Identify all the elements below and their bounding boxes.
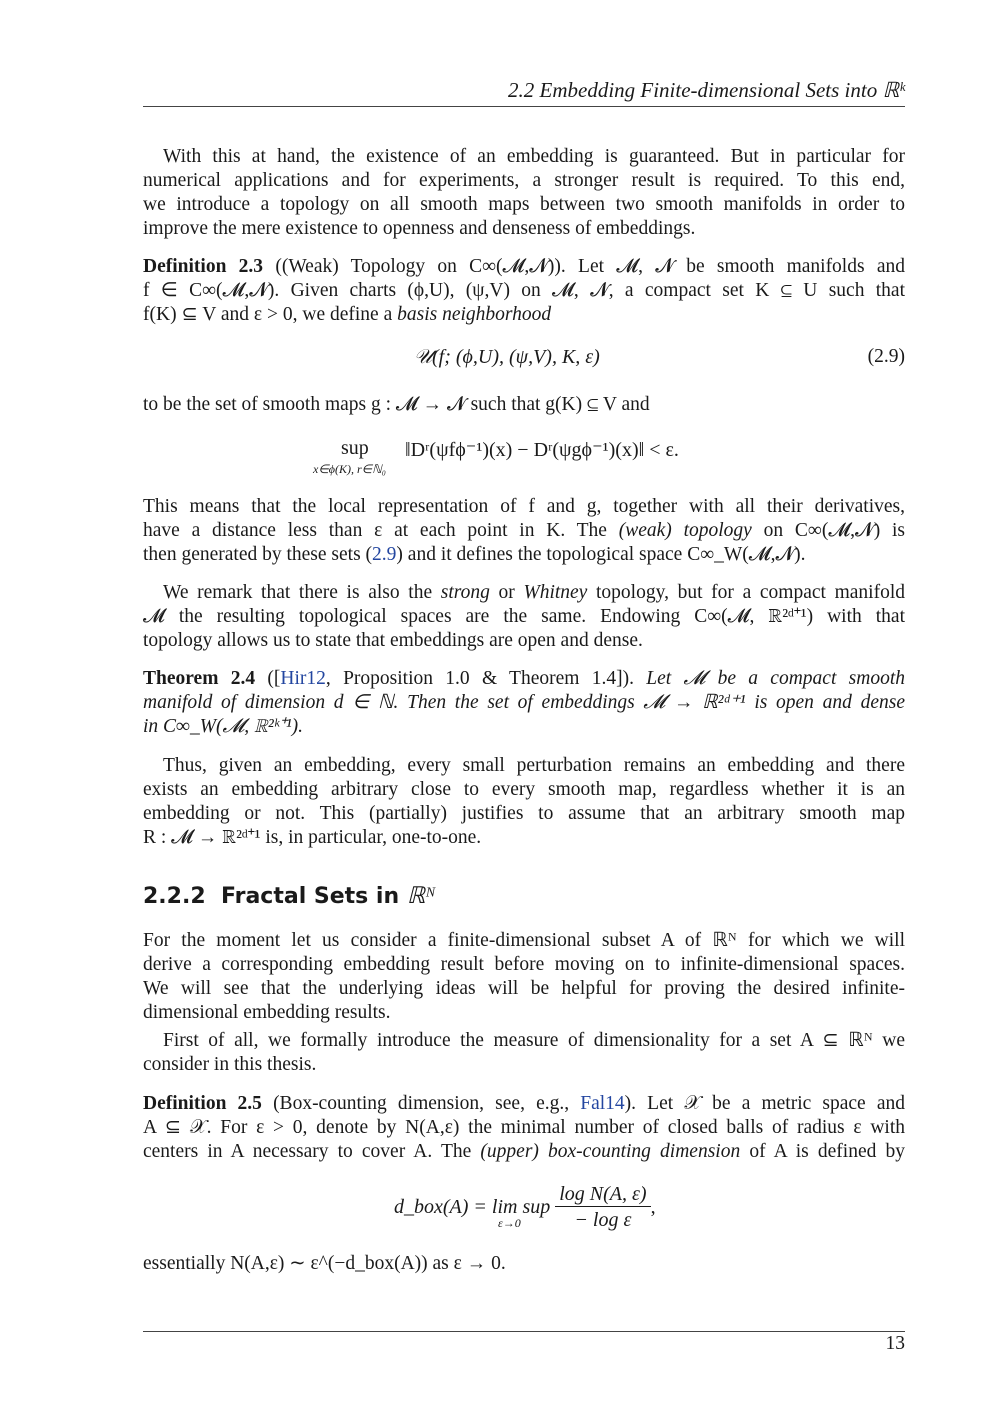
term-whitney: Whitney <box>523 582 588 603</box>
text-line <box>143 303 905 327</box>
text-fragment: on C∞(𝓜,𝓝) is <box>751 520 905 541</box>
text-line: to be the set of smooth maps g : 𝓜 → 𝓝 such that g(K) ⊆ V and <box>143 394 650 415</box>
definition-2-5-cont <box>143 1252 905 1276</box>
section-heading-2-2-2 <box>143 883 436 909</box>
definition-title: ((Weak) Topology on C∞(𝓜,𝓝)). <box>275 256 566 277</box>
text-line: Thus, given an embedding, every small perturbation remains an embedding and there <box>163 755 905 776</box>
limsup-subscript: ε→0 <box>498 1216 521 1230</box>
sup-subscript: x∈ϕ(K), r∈ℕ₀ <box>313 462 386 476</box>
equation-expression: 𝒰(f; (ϕ,U), (ψ,V), K, ε) <box>414 346 600 368</box>
perturbation-paragraph <box>143 754 905 850</box>
text-line: R : 𝓜 → ℝ²ᵈ⁺¹ is, in particular, one-to-one. <box>143 827 482 848</box>
equation-fraction <box>555 1182 650 1233</box>
definition-label: Definition 2.5 <box>143 1093 262 1114</box>
text-fragment: , Proposition 1.0 & Theorem 1.4]). <box>325 668 634 689</box>
text-line <box>143 543 905 567</box>
term-box-counting-dimension: (upper) box-counting dimension <box>480 1141 741 1162</box>
text-line: First of all, we formally introduce the measure of dimensionality for a set A ⊆ ℝᴺ we <box>163 1030 905 1051</box>
text-line <box>143 1140 905 1164</box>
definition-2-3 <box>143 255 905 327</box>
text-line: f ∈ C∞(𝓜,𝓝). Given charts (ϕ,U), (ψ,V) on 𝓜, 𝓝, a compact set K ⊆ U such that <box>143 280 905 301</box>
text-fragment: of A is defined by <box>740 1141 905 1162</box>
text-line: This means that the local representation of f and g, together with all their derivatives, <box>143 496 905 517</box>
text-line: derive a corresponding embedding result before moving on to infinite-dimensional spaces. <box>143 954 905 975</box>
theorem-2-4 <box>143 667 905 739</box>
text-line <box>143 519 905 543</box>
definition-2-3-cont <box>143 393 905 417</box>
box-dimension-equation <box>394 1182 656 1233</box>
fraction-numerator: log N(A, ε) <box>555 1182 650 1207</box>
running-header: 2.2 Embedding Finite-dimensional Sets into ℝᵏ <box>508 78 905 102</box>
footer-rule <box>143 1331 905 1332</box>
text-line: improve the mere existence to openness and denseness of embeddings. <box>143 218 696 239</box>
text-fragment: We remark that there is also the <box>163 582 441 603</box>
text-line <box>143 667 905 691</box>
theorem-label: Theorem 2.4 <box>143 668 256 689</box>
text-fragment: ). <box>624 1093 637 1114</box>
text-line <box>143 1092 905 1116</box>
text-fragment: have a distance less than ε at each point in K. The <box>143 520 619 541</box>
text-fragment: centers in A necessary to cover A. The <box>143 1141 481 1162</box>
text-line: essentially N(A,ε) ∼ ε^(−d_box(A)) as ε → 0. <box>143 1253 506 1274</box>
text-line: dimensional embedding results. <box>143 1002 391 1023</box>
text-line: we introduce a topology on all smooth maps between two smooth manifolds in order to <box>143 194 905 215</box>
definition-label: Definition 2.3 <box>143 256 264 277</box>
text-fragment: then generated by these sets ( <box>143 544 373 565</box>
intro-paragraph <box>143 145 905 241</box>
equation-lhs: d_box(A) = lim sup <box>394 1196 551 1218</box>
text-line: in C∞_W(𝓜, ℝ²ᵏ⁺¹). <box>143 716 304 737</box>
topology-paragraph <box>143 495 905 567</box>
definition-2-5 <box>143 1092 905 1164</box>
text-line: consider in this thesis. <box>143 1054 317 1075</box>
text-fragment: ) and it defines the topological space C∞_W(𝓜,𝓝). <box>396 544 806 565</box>
section-title: Fractal Sets in <box>220 884 400 909</box>
text-fragment: ([ <box>267 668 281 689</box>
whitney-paragraph <box>143 581 905 653</box>
text-fragment: (Box-counting dimension, see, e.g., <box>273 1093 581 1114</box>
text-line: For the moment let us consider a finite-dimensional subset A of ℝᴺ for which we will <box>143 930 905 951</box>
sup-operator: sup <box>341 437 369 459</box>
equation-punctuation: , <box>650 1196 656 1218</box>
text-line: A ⊆ 𝒳. For ε > 0, denote by N(A,ε) the minimal number of closed balls of radius ε with <box>143 1117 905 1138</box>
fractal-intro-paragraph <box>143 929 905 1025</box>
text-line: numerical applications and for experiments, a stronger result is required. To this end, <box>143 170 905 191</box>
section-math: ℝᴺ <box>406 883 436 908</box>
text-fragment: Let 𝒳 be a metric space and <box>636 1093 905 1114</box>
text-line: exists an embedding arbitrary close to every smooth map, regardless whether it is an <box>143 779 905 800</box>
page-number: 13 <box>885 1333 905 1354</box>
citation-link-fal14[interactable]: Fal14 <box>580 1093 625 1114</box>
text-line: manifold of dimension d ∈ ℕ. Then the set of embeddings 𝓜 → ℝ²ᵈ⁺¹ is open and dense <box>143 692 905 713</box>
text-line: We will see that the underlying ideas will be helpful for proving the desired infinite- <box>143 978 905 999</box>
text-fragment: Let 𝓜, 𝓝 be smooth manifolds and <box>578 256 905 277</box>
theorem-text: Let 𝓜 be a compact smooth <box>633 668 905 689</box>
dimensionality-paragraph <box>143 1029 905 1077</box>
term-basis-neighborhood: basis neighborhood <box>397 304 552 325</box>
term-weak-topology: (weak) topology <box>618 520 752 541</box>
section-number: 2.2.2 <box>143 884 206 909</box>
text-line: topology allows us to state that embeddings are open and dense. <box>143 630 643 651</box>
text-line: With this at hand, the existence of an embedding is guaranteed. But in particular for <box>163 146 905 167</box>
text-fragment: topology, but for a compact manifold <box>587 582 905 603</box>
header-rule <box>143 106 905 107</box>
text-line <box>143 255 905 279</box>
term-strong: strong <box>440 582 490 603</box>
text-fragment: f(K) ⊆ V and ε > 0, we define a <box>143 304 398 325</box>
text-line: embedding or not. This (partially) justifies to assume that an arbitrary smooth map <box>143 803 905 824</box>
equation-2-9 <box>414 346 600 369</box>
citation-link-hir12[interactable]: Hir12 <box>280 668 326 689</box>
sup-expression: ‖Dʳ(ψfϕ⁻¹)(x) − Dʳ(ψgϕ⁻¹)(x)‖ < ε. <box>405 439 679 461</box>
equation-reference-link[interactable]: 2.9 <box>372 544 397 565</box>
text-fragment: or <box>489 582 524 603</box>
text-line <box>143 581 905 605</box>
text-line: 𝓜 the resulting topological spaces are the same. Endowing C∞(𝓜, ℝ²ᵈ⁺¹) with that <box>143 606 905 627</box>
equation-number: (2.9) <box>867 346 905 367</box>
fraction-denominator: − log ε <box>574 1209 632 1231</box>
